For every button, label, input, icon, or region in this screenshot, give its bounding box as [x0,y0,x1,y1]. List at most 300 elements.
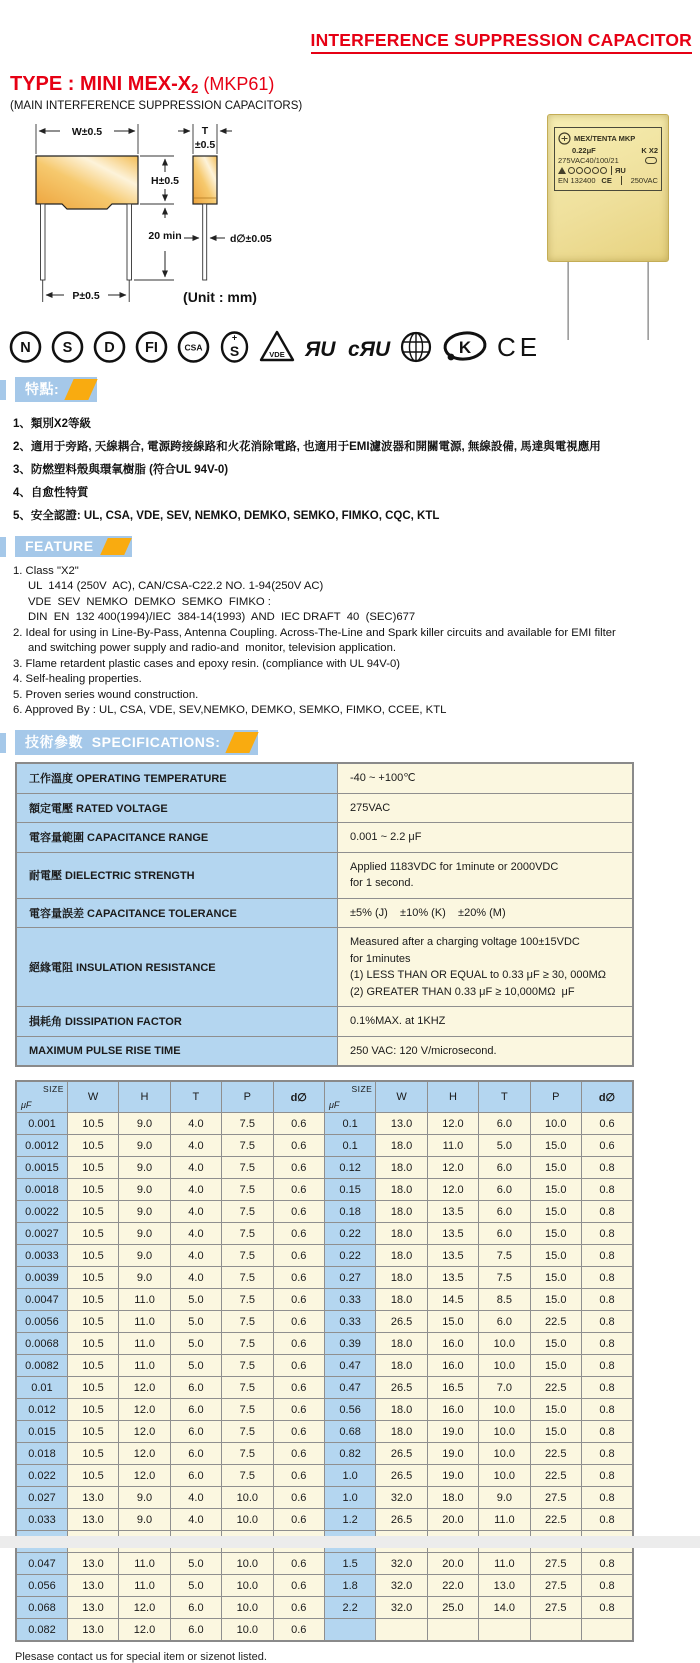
size-uf-cell: 0.15 [324,1179,375,1201]
size-dim-cell: 13.5 [427,1201,478,1223]
size-dim-cell: 0.8 [581,1421,633,1443]
size-dim-cell: 0.6 [273,1201,324,1223]
size-uf-cell: 0.0033 [16,1245,67,1267]
size-dim-cell: 12.0 [427,1157,478,1179]
size-dim-cell: 22.5 [530,1509,581,1531]
size-dim-cell: 7.5 [222,1465,273,1487]
size-dim-cell: 15.0 [530,1399,581,1421]
w-dimension-label: W±0.5 [71,126,103,138]
size-dim-cell: 0.8 [581,1443,633,1465]
size-dim-cell: 32.0 [376,1487,427,1509]
label-divider [621,176,622,185]
size-dim-cell: 26.5 [376,1377,427,1399]
size-dim-cell: 10.0 [222,1553,273,1575]
size-uf-cell: 0.01 [16,1377,67,1399]
size-dim-cell: 4.0 [170,1509,221,1531]
features-en-banner-row [0,536,700,557]
size-dim-cell: 6.0 [479,1311,530,1333]
svg-text:ЯU: ЯU [305,338,336,361]
size-uf-cell: 0.0018 [16,1179,67,1201]
size-dim-cell: 0.8 [581,1289,633,1311]
size-uf-cell: 0.39 [324,1333,375,1355]
size-dim-cell: 22.5 [530,1443,581,1465]
size-dim-cell: 6.0 [479,1179,530,1201]
size-dim-cell: 6.0 [170,1399,221,1421]
size-dim-cell: 15.0 [530,1267,581,1289]
size-table-body [16,1081,633,1641]
spec-value-line: Measured after a charging voltage 100±15VDC [350,936,580,948]
spec-value-line: (2) GREATER THAN 0.33 μF ≥ 10,000MΩ μF [350,985,575,998]
size-col-header: d∅ [273,1081,324,1113]
size-dim-cell: 10.0 [479,1333,530,1355]
feature-en-line: 5. Proven series wound construction. [13,688,199,701]
size-dim-cell: 6.0 [479,1113,530,1135]
feature-en-line: UL 1414 (250V AC), CAN/CSA-C22.2 NO. 1-94(250V AC) [28,580,324,592]
size-dim-cell: 9.0 [119,1509,170,1531]
size-dim-cell: 32.0 [376,1575,427,1597]
size-dim-cell: 7.5 [222,1135,273,1157]
spec-value-cell [338,793,634,823]
spec-label-cell: MAXIMUM PULSE RISE TIME [16,1036,338,1066]
size-dim-cell: 11.0 [119,1289,170,1311]
size-dim-cell: 0.8 [581,1553,633,1575]
size-dim-cell: 18.0 [376,1421,427,1443]
ul-mini-icon: ЯU [615,166,626,175]
size-dim-cell: 12.0 [119,1377,170,1399]
spec-value-line: -40 ~ +100℃ [350,772,416,784]
size-uf-cell: 0.22 [324,1223,375,1245]
size-uf-cell: 0.27 [324,1267,375,1289]
size-dim-cell: 7.5 [222,1355,273,1377]
size-dim-cell: 13.0 [67,1597,118,1619]
unit-label: (Unit : mm) [183,289,257,305]
size-dim-cell: 13.0 [67,1619,118,1642]
svg-text:D: D [104,340,115,356]
size-dim-cell: 7.5 [222,1245,273,1267]
size-dim-cell: 10.5 [67,1157,118,1179]
size-dim-cell: 0.6 [273,1377,324,1399]
svg-text:N: N [20,340,31,356]
size-row [16,1597,633,1619]
size-dim-cell: 4.0 [170,1267,221,1289]
feature-cn-line: 1、類別X2等級 [13,418,91,430]
size-dim-cell: 10.5 [67,1443,118,1465]
type-title-code: (MKP61) [198,74,275,94]
size-dim-cell: 15.0 [530,1135,581,1157]
size-dim-cell: 0.8 [581,1465,633,1487]
size-dim-cell: 15.0 [530,1421,581,1443]
size-dim-cell: 5.0 [170,1355,221,1377]
size-dim-cell: 0.8 [581,1597,633,1619]
size-dim-cell: 22.5 [530,1311,581,1333]
photo-rating: 275VAC40/100/21 [558,156,619,165]
banner-edge [0,537,6,557]
size-dim-cell: 7.5 [222,1223,273,1245]
spec-value-cell [338,852,634,898]
lead-length-label: 20 min [148,230,182,242]
size-uf-cell: 1.8 [324,1575,375,1597]
size-dim-cell: 16.0 [427,1355,478,1377]
size-dim-cell: 10.0 [479,1443,530,1465]
size-row [16,1223,633,1245]
size-dim-cell: 12.0 [427,1179,478,1201]
size-dim-cell: 22.5 [530,1377,581,1399]
size-dim-cell: 10.5 [67,1355,118,1377]
size-dim-cell: 15.0 [530,1201,581,1223]
cqc-icon [397,327,435,365]
size-dim-cell: 0.8 [581,1157,633,1179]
spec-label-cell: 工作溫度 OPERATING TEMPERATURE [16,763,338,793]
bottom-strip [0,1536,700,1548]
size-dim-cell: 10.0 [222,1619,273,1642]
size-dim-cell: 9.0 [119,1245,170,1267]
size-uf-cell: 0.22 [324,1245,375,1267]
size-dim-cell: 15.0 [530,1333,581,1355]
size-uf-cell: 0.1 [324,1135,375,1157]
feature-en-line: 6. Approved By : UL, CSA, VDE, SEV,NEMKO, DEMKO, SEMKO, FIMKO, CCEE, KTL [13,704,447,716]
size-dim-cell: 10.5 [67,1179,118,1201]
banner-edge [0,733,6,753]
size-dim-cell: 0.8 [581,1223,633,1245]
size-col-header: H [119,1081,170,1113]
specifications-heading-cn: 技術參數 [25,734,83,750]
feature-cn-line: 4、自愈性特質 [13,487,89,499]
size-dim-cell: 22.0 [427,1575,478,1597]
size-dim-cell [530,1619,581,1642]
size-dim-cell: 4.0 [170,1201,221,1223]
size-col-header: H [427,1081,478,1113]
size-dim-cell: 18.0 [376,1157,427,1179]
size-col-header: W [376,1081,427,1113]
spec-value-cell [338,1007,634,1037]
size-dim-cell: 4.0 [170,1245,221,1267]
size-dim-cell: 22.5 [530,1465,581,1487]
size-row [16,1421,633,1443]
size-dim-cell: 16.0 [427,1333,478,1355]
size-dim-cell: 0.6 [273,1245,324,1267]
size-uf-cell: 0.0039 [16,1267,67,1289]
size-dim-cell: 7.5 [222,1267,273,1289]
size-dim-cell: 12.0 [119,1619,170,1642]
size-corner-cell [324,1081,375,1113]
size-dim-cell: 7.5 [222,1311,273,1333]
feature-cn-line: 5、安全認證: UL, CSA, VDE, SEV, NEMKO, DEMKO, SEMKO, FIMKO, CQC, KTL [13,510,440,522]
size-dim-cell: 4.0 [170,1113,221,1135]
size-uf-cell: 0.56 [324,1399,375,1421]
size-row [16,1553,633,1575]
svg-text:CSA: CSA [184,342,203,353]
size-dim-cell: 6.0 [170,1465,221,1487]
size-dim-cell: 18.0 [376,1267,427,1289]
size-dim-cell: 15.0 [530,1245,581,1267]
size-dim-cell: 12.0 [427,1113,478,1135]
size-uf-cell: 0.022 [16,1465,67,1487]
size-uf-cell: 1.0 [324,1487,375,1509]
svg-text:FI: FI [145,340,158,356]
size-dim-cell: 5.0 [170,1553,221,1575]
footer-note: Plesase contact us for special item or sizenot listed. [15,1651,267,1663]
size-header-row [16,1081,633,1113]
size-dim-cell: 18.0 [376,1201,427,1223]
size-uf-cell: 0.068 [16,1597,67,1619]
size-dim-cell: 32.0 [376,1597,427,1619]
size-dim-cell: 0.6 [273,1619,324,1642]
size-uf-cell: 0.001 [16,1113,67,1135]
specifications-heading-en: SPECIFICATIONS: [91,734,221,750]
nemko-icon [8,327,43,365]
photo-capacitance: 0.22μF [572,146,596,155]
size-dim-cell: 20.0 [427,1509,478,1531]
size-dim-cell: 11.0 [479,1509,530,1531]
size-dim-cell: 13.5 [427,1223,478,1245]
svg-text:cЯU: cЯU [348,338,391,361]
size-row [16,1245,633,1267]
spec-value-line: 250 VAC: 120 V/microsecond. [350,1044,497,1057]
spec-value-line: 0.001 ~ 2.2 μF [350,831,422,843]
feature-en-line: 3. Flame retardent plastic cases and epoxy resin. (compliance with UL 94V-0) [13,657,400,670]
size-uf-cell: 0.0068 [16,1333,67,1355]
size-dim-cell: 0.8 [581,1311,633,1333]
size-uf-cell [324,1619,375,1642]
size-dim-cell: 4.0 [170,1179,221,1201]
size-dim-cell: 7.5 [222,1201,273,1223]
size-dim-cell: 10.0 [222,1487,273,1509]
spec-value-line: 0.1%MAX. at 1KHZ [350,1015,446,1027]
size-dim-cell: 0.6 [581,1135,633,1157]
feature-cn-line: 2、適用于旁路, 天線耦合, 電源跨接線路和火花消除電路, 也適用于EMI濾波器和開關電源, 無線設備, 馬達與電視應用 [13,441,601,453]
size-dim-cell: 0.8 [581,1245,633,1267]
spec-label-cell: 電容量範圍 CAPACITANCE RANGE [16,823,338,853]
size-dim-cell: 13.0 [67,1553,118,1575]
size-uf-cell: 0.082 [16,1619,67,1642]
size-dim-cell: 0.6 [273,1135,324,1157]
size-dim-cell: 7.5 [222,1179,273,1201]
photo-class: K X2 [641,146,658,155]
size-uf-cell: 0.47 [324,1355,375,1377]
size-dim-cell: 32.0 [376,1553,427,1575]
size-dim-cell: 0.6 [273,1355,324,1377]
photo-approval-marks [558,166,658,175]
size-dim-cell: 25.0 [427,1597,478,1619]
size-dim-cell: 7.5 [222,1289,273,1311]
size-col-header: d∅ [581,1081,633,1113]
tenta-logo-icon [558,132,571,145]
ce-mini-icon: CE [601,176,612,185]
feature-cn-line: 3、防燃塑料殼與環氧樹脂 (符合UL 94V-0) [13,464,229,476]
features-en-list [0,557,700,716]
size-dim-cell: 10.5 [67,1245,118,1267]
size-row [16,1377,633,1399]
size-dim-cell: 27.5 [530,1553,581,1575]
specifications-table [15,762,634,1067]
size-dim-cell: 10.5 [67,1333,118,1355]
size-dim-cell: 10.5 [67,1421,118,1443]
size-dim-cell: 19.0 [427,1443,478,1465]
size-dim-cell: 15.0 [530,1157,581,1179]
size-dim-cell: 13.0 [67,1575,118,1597]
size-uf-cell: 0.18 [324,1201,375,1223]
feature-en-line: 4. Self-healing properties. [13,673,142,685]
size-dim-cell: 26.5 [376,1509,427,1531]
size-row [16,1575,633,1597]
size-dim-cell: 5.0 [170,1333,221,1355]
spec-label-cell: 絕緣電阻 INSULATION RESISTANCE [16,928,338,1007]
size-dim-cell: 27.5 [530,1575,581,1597]
photo-voltage: 250VAC [630,176,658,185]
size-dim-cell: 15.0 [530,1223,581,1245]
size-dim-cell: 0.6 [273,1289,324,1311]
size-dim-cell: 0.6 [273,1223,324,1245]
size-row [16,1355,633,1377]
size-dim-cell: 9.0 [119,1157,170,1179]
photo-en-code: EN 132400 [558,176,596,185]
size-uf-cell: 1.2 [324,1509,375,1531]
size-dim-cell: 8.5 [479,1289,530,1311]
spec-value-line: (1) LESS THAN OR EQUAL to 0.33 μF ≥ 30, 000MΩ [350,969,606,981]
semko-icon [218,327,251,365]
approval-mini-icon [568,167,575,174]
size-dim-cell: 14.5 [427,1289,478,1311]
capacitor-label [554,127,662,191]
size-dim-cell: 10.0 [222,1597,273,1619]
spec-value-cell [338,823,634,853]
size-row [16,1399,633,1421]
size-dim-cell: 5.0 [170,1311,221,1333]
feature-en-line: DIN EN 132 400(1994)/IEC 384-14(1993) AND IEC DRAFT 40 (SEC)677 [28,611,416,623]
size-dim-cell: 18.0 [376,1333,427,1355]
size-dim-cell: 7.5 [479,1245,530,1267]
capacitor-body [547,114,669,262]
size-dim-cell: 0.6 [273,1487,324,1509]
size-dim-cell: 11.0 [119,1575,170,1597]
size-dim-cell: 7.5 [222,1377,273,1399]
page-title: INTERFERENCE SUPPRESSION CAPACITOR [311,30,692,54]
size-dim-cell: 10.5 [67,1311,118,1333]
size-dim-cell: 6.0 [170,1377,221,1399]
approval-mini-icon [584,167,591,174]
size-dim-cell: 0.6 [581,1113,633,1135]
capacitor-leads [547,262,669,340]
size-uf-cell: 0.056 [16,1575,67,1597]
size-dim-cell: 10.0 [222,1575,273,1597]
header [0,0,700,54]
size-dim-cell: 6.0 [479,1223,530,1245]
size-dim-cell: 13.0 [479,1575,530,1597]
size-dim-cell: 0.8 [581,1377,633,1399]
vde-icon [258,327,296,365]
feature-en-line: 1. Class "X2" [13,564,79,577]
size-col-header: P [222,1081,273,1113]
size-dim-cell: 10.0 [530,1113,581,1135]
size-row [16,1201,633,1223]
size-dim-cell: 7.5 [479,1267,530,1289]
type-title-main: TYPE : MINI MEX-X [10,73,192,95]
spec-row [16,928,633,1007]
size-dim-cell: 14.0 [479,1597,530,1619]
size-dim-cell: 18.0 [376,1289,427,1311]
size-dim-cell: 10.5 [67,1267,118,1289]
spec-value-line: 275VAC [350,801,391,814]
size-dim-cell: 10.0 [222,1509,273,1531]
size-col-header: W [67,1081,118,1113]
size-dim-cell: 0.6 [273,1179,324,1201]
size-dim-cell: 10.0 [479,1465,530,1487]
size-dim-cell: 0.8 [581,1355,633,1377]
size-dim-cell: 11.0 [479,1553,530,1575]
ktl-icon [442,327,488,365]
size-dim-cell: 13.0 [67,1487,118,1509]
size-dim-cell: 10.0 [479,1399,530,1421]
size-dim-cell: 5.0 [479,1135,530,1157]
size-dim-cell: 18.0 [376,1135,427,1157]
size-dim-cell: 0.6 [273,1113,324,1135]
fimko-icon [134,327,169,365]
size-uf-cell: 0.012 [16,1399,67,1421]
size-dim-cell: 10.5 [67,1113,118,1135]
ul-icon [303,327,339,365]
svg-text:+: + [231,332,238,343]
size-dim-cell: 4.0 [170,1157,221,1179]
specifications-heading [15,730,258,755]
size-dim-cell: 0.6 [273,1465,324,1487]
features-en-heading-text: FEATURE [25,538,94,554]
size-uf-cell: 0.1 [324,1113,375,1135]
size-dim-cell: 9.0 [119,1223,170,1245]
size-dim-cell: 9.0 [119,1487,170,1509]
size-dim-cell: 9.0 [479,1487,530,1509]
approval-mini-icon [592,167,599,174]
size-row [16,1311,633,1333]
size-dim-cell: 18.0 [376,1223,427,1245]
size-dim-cell: 6.0 [170,1619,221,1642]
spec-value-line: for 1 second. [350,877,414,889]
size-dim-cell: 26.5 [376,1311,427,1333]
svg-text:S: S [62,340,73,356]
size-dim-cell: 9.0 [119,1179,170,1201]
size-uf-cell: 0.0012 [16,1135,67,1157]
size-uf-cell: 0.0015 [16,1157,67,1179]
size-dim-cell: 0.6 [273,1553,324,1575]
h-dimension-label: H±0.5 [151,175,179,187]
size-row [16,1509,633,1531]
d-dimension-label: d∅±0.05 [230,233,272,245]
size-dim-cell: 11.0 [119,1553,170,1575]
size-dim-cell: 7.0 [479,1377,530,1399]
size-uf-cell: 0.033 [16,1509,67,1531]
size-row [16,1113,633,1135]
size-dim-cell: 6.0 [479,1157,530,1179]
size-dim-cell: 9.0 [119,1113,170,1135]
type-title-subscript: 2 [191,81,199,96]
size-dim-cell: 6.0 [170,1421,221,1443]
spec-value-line: for 1minutes [350,952,411,965]
size-dim-cell: 0.6 [273,1399,324,1421]
demko-icon [92,327,127,365]
capacitor-photo [547,114,669,340]
size-corner-top: SIZE [351,1084,373,1094]
size-dim-cell: 18.0 [376,1399,427,1421]
size-dim-cell: 15.0 [530,1179,581,1201]
size-dim-cell: 11.0 [427,1135,478,1157]
size-uf-cell: 0.68 [324,1421,375,1443]
size-uf-cell: 0.0047 [16,1289,67,1311]
size-dim-cell: 0.6 [273,1333,324,1355]
vde-mini-icon [558,167,566,174]
size-dim-cell: 12.0 [119,1465,170,1487]
t-dimension-label: T [201,125,209,137]
size-uf-cell: 0.82 [324,1443,375,1465]
approval-mini-icon [576,167,583,174]
